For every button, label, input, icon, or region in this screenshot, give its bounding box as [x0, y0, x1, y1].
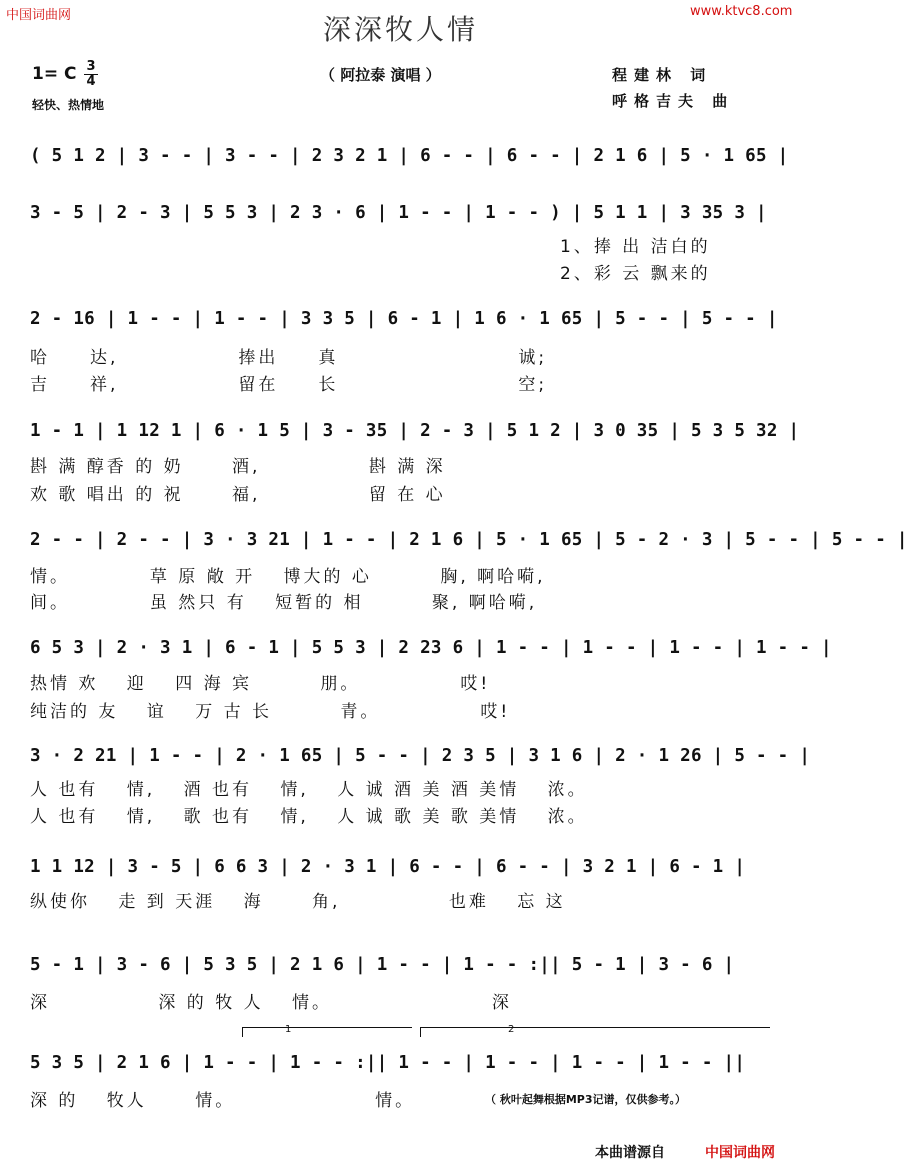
time-signature-top: 3	[86, 59, 96, 74]
lyric-row-8: 纵使你 走 到 天涯 海 角, 也难 忘 这	[30, 892, 566, 912]
notation-row-2: 3 - 5 | 2 - 3 | 5 5 3 | 2 3 · 6 | 1 - - | 1 - - ) | 5 1 1 | 3 35 3 |	[30, 203, 767, 223]
notation-row-9: 5 - 1 | 3 - 6 | 5 3 5 | 2 1 6 | 1 - - | 1 - - :|| 5 - 1 | 3 - 6 |	[30, 955, 735, 975]
lyric-row-4-verse-1: 斟 满 醇香 的 奶 酒, 斟 满 深	[30, 457, 446, 477]
notation-row-10: 5 3 5 | 2 1 6 | 1 - - | 1 - - :|| 1 - - | 1 - - | 1 - - | 1 - - ||	[30, 1053, 746, 1073]
watermark-right: www.ktvc8.com	[690, 4, 793, 19]
lyricist-credit: 程建林 词	[612, 66, 713, 84]
page-title: 深深牧人情	[322, 13, 478, 46]
lyric-row-2-verse-1: 1、捧 出 洁白的	[560, 237, 711, 257]
lyric-row-7-verse-2: 人 也有 情, 歌 也有 情, 人 诚 歌 美 歌 美情 浓。	[30, 807, 588, 827]
notation-row-7: 3 · 2 21 | 1 - - | 2 · 1 65 | 5 - - | 2 3 5 | 3 1 6 | 2 · 1 26 | 5 - - |	[30, 746, 811, 766]
notation-row-1: ( 5 1 2 | 3 - - | 3 - - | 2 3 2 1 | 6 - - | 6 - - | 2 1 6 | 5 · 1 65 |	[30, 146, 789, 166]
notation-row-5: 2 - - | 2 - - | 3 · 3 21 | 1 - - | 2 1 6 | 5 · 1 65 | 5 - 2 · 3 | 5 - - | 5 - - |	[30, 530, 908, 550]
key-signature: 1= C	[32, 64, 77, 84]
watermark-left: 中国词曲网	[6, 8, 72, 23]
lyric-row-5-verse-1: 情。 草 原 敞 开 博大的 心 胸, 啊哈嗬,	[30, 567, 546, 587]
notation-row-4: 1 - 1 | 1 12 1 | 6 · 1 5 | 3 - 35 | 2 - 3 | 5 1 2 | 3 0 35 | 5 3 5 32 |	[30, 421, 800, 441]
lyric-row-10: 深 的 牧人 情。 情。	[30, 1091, 416, 1111]
lyric-row-3-verse-2: 吉 祥, 留在 长 空;	[30, 375, 548, 395]
volta-bracket-1	[242, 1027, 412, 1028]
lyric-row-6-verse-2: 纯洁的 友 谊 万 古 长 青。 哎!	[30, 702, 511, 722]
notation-row-3: 2 - 16 | 1 - - | 1 - - | 3 3 5 | 6 - 1 | 1 6 · 1 65 | 5 - - | 5 - - |	[30, 309, 778, 329]
volta-bracket-2	[420, 1027, 770, 1028]
lyric-row-5-verse-2: 间。 虽 然只 有 短暂的 相 聚, 啊哈嗬,	[30, 593, 538, 613]
tempo-marking: 轻快、热情地	[32, 98, 105, 112]
time-signature	[84, 60, 98, 89]
volta-bracket-1-start	[242, 1027, 243, 1037]
lyric-row-7-verse-1: 人 也有 情, 酒 也有 情, 人 诚 酒 美 酒 美情 浓。	[30, 780, 588, 800]
notation-row-6: 6 5 3 | 2 · 3 1 | 6 - 1 | 5 5 3 | 2 23 6 | 1 - - | 1 - - | 1 - - | 1 - - |	[30, 638, 832, 658]
volta-number-1: 1	[285, 1024, 292, 1035]
lyric-row-4-verse-2: 欢 歌 唱出 的 祝 福, 留 在 心	[30, 485, 446, 505]
footer-source-label: 本曲谱源自	[595, 1145, 665, 1161]
lyric-row-6-verse-1: 热情 欢 迎 四 海 宾 朋。 哎!	[30, 674, 491, 694]
performer: （ 阿拉泰 演唱 ）	[320, 66, 441, 84]
lyric-row-2-verse-2: 2、彩 云 飘来的	[560, 264, 711, 284]
composer-credit: 呼格吉夫 曲	[612, 92, 735, 110]
time-signature-bottom: 4	[86, 74, 96, 89]
lyric-row-3-verse-1: 哈 达, 捧出 真 诚;	[30, 348, 548, 368]
footer-source-site: 中国词曲网	[705, 1145, 775, 1161]
notation-row-8: 1 1 12 | 3 - 5 | 6 6 3 | 2 · 3 1 | 6 - - | 6 - - | 3 2 1 | 6 - 1 |	[30, 857, 746, 877]
transcription-note: （ 秋叶起舞根据MP3记谱，仅供参考。）	[485, 1093, 686, 1106]
volta-bracket-2-start	[420, 1027, 421, 1037]
volta-number-2: 2	[508, 1024, 515, 1035]
lyric-row-9: 深 深 的 牧 人 情。 深	[30, 993, 512, 1013]
